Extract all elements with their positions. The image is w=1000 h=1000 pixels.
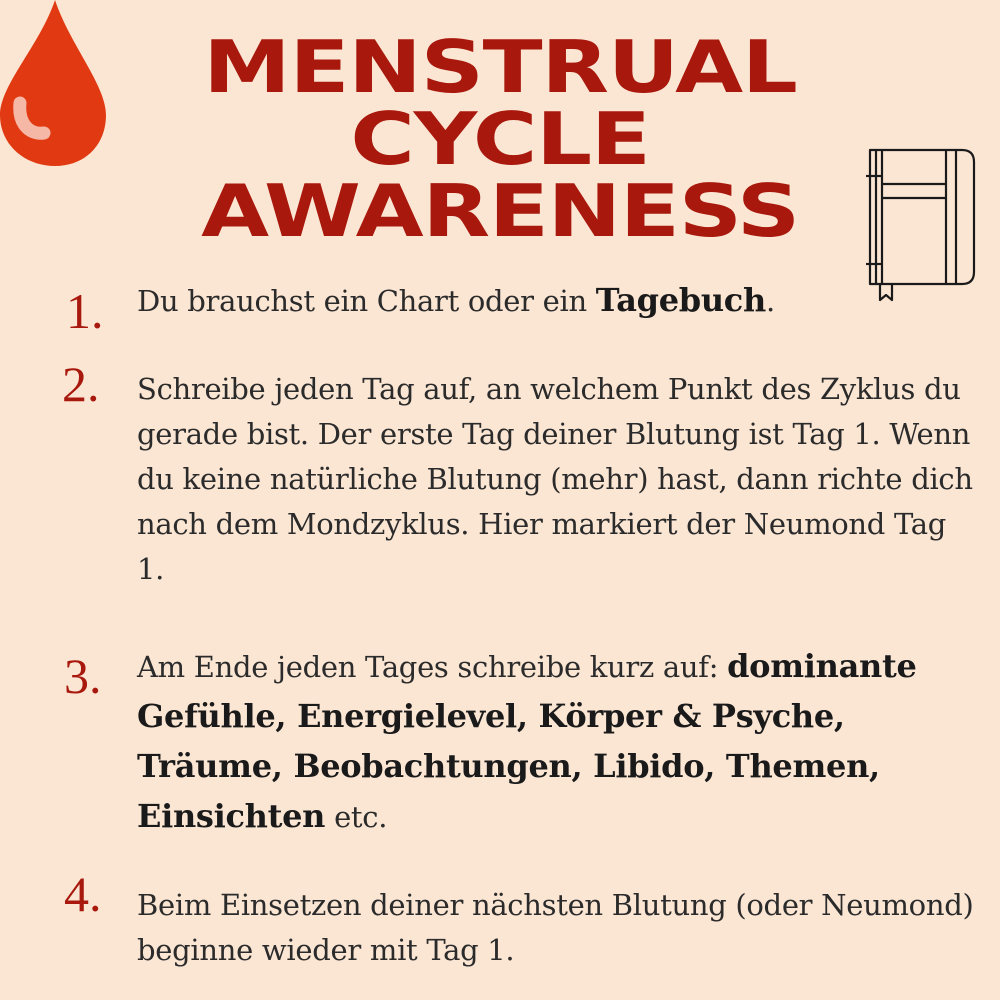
step-text-bold: Tagebuch xyxy=(595,281,766,319)
step-text xyxy=(137,642,977,842)
step-text: Beim Einsetzen deiner nächsten Blutung (oder Neumond) beginne wieder mit Tag 1. xyxy=(137,888,974,967)
step-text-bold: dominante Gefühle, Energielevel, Körper & Psyche, Träume, Beobachtungen, Libido, Themen, Einsichten xyxy=(137,647,917,835)
step-text-part: etc. xyxy=(325,800,388,834)
title-line-3: AWARENESS xyxy=(201,169,799,253)
title-line-2: CYCLE xyxy=(350,97,650,181)
step-text-part: . xyxy=(765,284,775,318)
step-number: 3. xyxy=(64,648,102,704)
step-number: 4. xyxy=(64,866,102,922)
step-number: 1. xyxy=(66,283,104,339)
step-number: 2. xyxy=(62,356,100,412)
step-text-part: Am Ende jeden Tages schreibe kurz auf: xyxy=(137,650,728,684)
step-text: Schreibe jeden Tag auf, an welchem Punkt des Zyklus du gerade bist. Der erste Tag deiner Blutung ist Tag 1. Wenn du keine natürliche Blutung (mehr) hast, dann richte dich nach dem Mondzyklus. Hier markiert der Neumond Tag 1. xyxy=(137,372,973,586)
title-line-1: MENSTRUAL xyxy=(203,25,797,109)
step-text xyxy=(137,278,977,324)
step-text-part: Du brauchst ein Chart oder ein xyxy=(137,284,596,318)
